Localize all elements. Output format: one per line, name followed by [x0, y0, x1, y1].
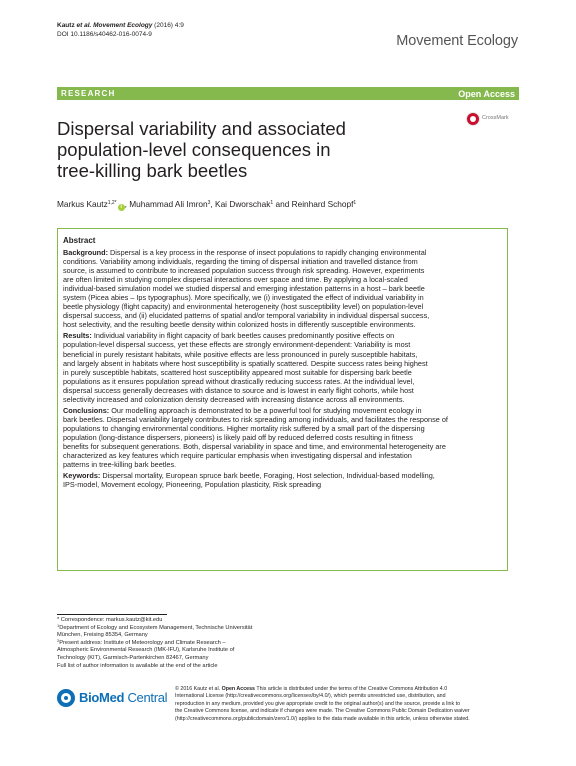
- abstract-line: characterized as key features which require particular emphasis when investigating dispersal and infestation: [63, 451, 412, 461]
- citation-authors: Kautz: [57, 22, 75, 29]
- abstract-results: [63, 331, 502, 403]
- keywords-label: Keywords:: [63, 471, 101, 481]
- footnote-divider: [57, 614, 167, 615]
- affiliation-line: München, Freising 85354, Germany: [57, 632, 148, 639]
- abstract-box: [57, 228, 508, 571]
- open-access-bold: Open Access: [221, 686, 255, 692]
- abstract-line: Dispersal is a key process in the response of insect populations to rapidly changing environmental: [108, 248, 427, 257]
- abstract-line: host selectivity, and the resulting beetle density within colonized hosts in differently susceptible environments.: [63, 320, 416, 330]
- affiliation-line: Technology (KIT), Garmisch-Partenkirchen 82467, Germany: [57, 654, 209, 661]
- abstract-line: benefits for subsequent generations. Both, dispersal variability in space and time, and environmental heterogeneity are: [63, 441, 446, 451]
- abstract-line: system (Picea abies – Ips typographus). More specifically, we (i) investigated the effect of individual variability in: [63, 293, 424, 303]
- abstract-line: Our modelling approach is demonstrated to be a powerful tool for studying movement ecology in: [109, 405, 422, 415]
- author-name: and Reinhard Schopf: [273, 199, 354, 209]
- author-name: , Muhammad Ali Imron: [124, 199, 208, 209]
- abstract-line: dispersal success, and (ii) elucidated patterns of spatial and/or temporal variability in individual dispersal success,: [63, 311, 430, 321]
- keywords-line: IPS-model, Movement ecology, Pioneering, Population plasticity, Risk spreading: [63, 480, 322, 490]
- abstract-line: in purely susceptible habitats, scattered host susceptibility appeared most suitable for dispersing bark beetle: [63, 367, 412, 377]
- abstract-background: [63, 248, 502, 329]
- title-line: Dispersal variability and associated: [57, 118, 346, 139]
- abstract-line: individual-based simulation model we studied dispersal and emerging infestation patterns in a host – bark beetle: [63, 284, 425, 294]
- open-access-label: Open Access: [458, 88, 515, 99]
- section-label: RESEARCH: [61, 88, 116, 98]
- author-affiliation-mark: 1: [353, 200, 357, 206]
- license-line: This article is distributed under the terms of the Creative Commons Attribution 4.0: [254, 686, 448, 692]
- biomed-central-logo[interactable]: [57, 688, 177, 708]
- abstract-line: populations to changing environmental conditions. Higher mortality risk suffered by a small part of the dispersing: [63, 423, 425, 433]
- publisher-name-bold: BioMed: [79, 690, 125, 705]
- abstract-line: selectivity increased and colonization density decreased with increasing distance across all environments.: [63, 394, 405, 404]
- author-affiliation-mark: 1,2*: [107, 200, 117, 206]
- affiliation-line: Present address: Institute of Meteorology and Climate Research –: [59, 639, 226, 646]
- crossmark-icon: [466, 112, 480, 126]
- conclusions-label: Conclusions:: [63, 405, 110, 415]
- article-title: [57, 118, 457, 181]
- citation-doi: DOI 10.1186/s40462-016-0074-9: [57, 31, 152, 38]
- abstract-line: are often limited in studying complex dispersal interactions over space and time. By applying a local-scaled: [63, 275, 408, 285]
- section-band: [57, 87, 519, 100]
- author-name: Markus Kautz: [57, 199, 108, 209]
- abstract-conclusions: [63, 406, 502, 469]
- keywords-line: Dispersal mortality, European spruce bark beetle, Foraging, Host selection, Individual-based modelling,: [100, 471, 435, 481]
- correspondence[interactable]: * Correspondence: markus.kautz@kit.edu: [57, 617, 163, 623]
- affiliation-line: Department of Ecology and Ecosystem Management, Technische Universität: [59, 624, 253, 631]
- author-name: , Kai Dworschak: [210, 199, 271, 209]
- abstract-line: bark beetles. Dispersal variability largely contributes to risk spreading among individuals, and facilitates the response of: [63, 414, 448, 424]
- author-affiliation-mark: 1: [270, 200, 274, 206]
- journal-name: Movement Ecology: [396, 33, 518, 49]
- publisher-name: [79, 690, 167, 705]
- abstract-line: population (long-distance dispersers, pioneers) is likely paid off by reduced deferred costs resulting in fitness: [63, 432, 413, 442]
- crossmark-badge[interactable]: [466, 112, 526, 126]
- copyright: © 2016 Kautz et al.: [175, 686, 222, 692]
- abstract-line: populations as it ensures population spread without drastically reducing success rates. At the individual level,: [63, 376, 415, 386]
- results-label: Results:: [63, 331, 92, 341]
- abstract-line: source, is assumed to contribute to increased population success through risk spreading. However, experiments: [63, 266, 425, 276]
- crossmark-label: CrossMark: [482, 115, 509, 121]
- abstract-line: Individual variability in flight capacity of bark beetles causes predominantly positive effects on: [91, 331, 395, 341]
- abstract-line: beetle physiology (flight capacity) and environmental heterogeneity (host susceptibility level) on population-level: [63, 302, 424, 312]
- full-list-note: Full list of author information is available at the end of the article: [57, 662, 218, 669]
- footnotes: [57, 617, 297, 670]
- orcid-icon[interactable]: i: [118, 204, 125, 211]
- abstract-line: conditions. Variability among individuals, regarding the timing of dispersal initiation and travelled distance from: [63, 257, 418, 267]
- affiliation-line: Atmospheric Environmental Research (IMK-IFU), Karlsruhe Institute of: [57, 647, 235, 654]
- abstract-line: beneficial in purely resistant habitats, while positive effects are less pronounced in purely susceptible habitats,: [63, 349, 418, 359]
- abstract-line: dispersal success generally decreases with distance to source and is lowest in early flight cohorts, while host: [63, 385, 414, 395]
- license-line: the Creative Commons license, and indicate if changes were made. The Creative Commons Public Domain Dedication waiver: [175, 708, 470, 715]
- citation-volume: (2016) 4:9: [152, 22, 184, 29]
- abstract-line: population-level dispersal success, yet these effects are strongly environment-dependent: Variability is most: [63, 340, 411, 350]
- publisher-name-thin: Central: [124, 690, 168, 705]
- license-text: [175, 686, 520, 723]
- author-list: [57, 199, 356, 211]
- license-line: (http://creativecommons.org/publicdomain/zero/1.0/) applies to the data made available in this article, unless otherwise stated.: [175, 715, 470, 722]
- citation-line-1: [57, 21, 184, 30]
- citation-etal: et al.: [74, 22, 94, 29]
- author-affiliation-mark: 3: [207, 200, 211, 206]
- license-line: International License (http://creativecommons.org/licenses/by/4.0/), which permits unrestricted use, distribution, and: [175, 693, 446, 700]
- abstract-heading: Abstract: [63, 236, 96, 245]
- abstract-keywords: [63, 471, 502, 489]
- biomed-central-logo-icon: [57, 689, 75, 707]
- background-label: Background:: [63, 248, 108, 257]
- abstract-line: and largely absent in habitats where host susceptibility is spatially scattered. Despite success rates being highest: [63, 358, 428, 368]
- affiliation-mark: 1: [57, 622, 60, 628]
- license-line: reproduction in any medium, provided you give appropriate credit to the original author(s) and the source, provide a link to: [175, 700, 461, 707]
- abstract-line: patterns in tree-killing bark beetles.: [63, 460, 177, 470]
- citation-header: [57, 21, 184, 39]
- affiliation-mark: 2: [57, 637, 60, 643]
- citation-journal: Movement Ecology: [93, 22, 153, 29]
- title-line: population-level consequences in: [57, 139, 331, 160]
- title-line: tree-killing bark beetles: [57, 160, 248, 181]
